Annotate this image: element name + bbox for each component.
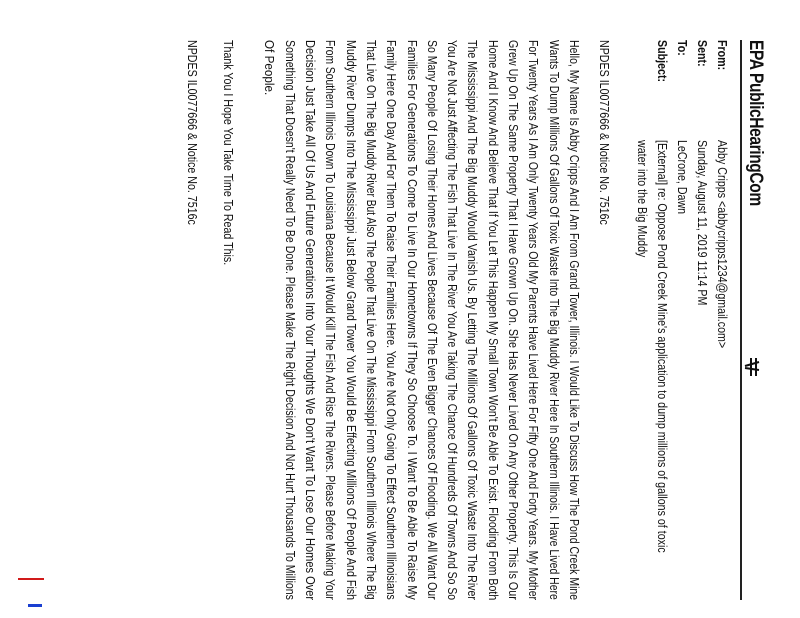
- email-body-line: Grew Up On The Same Property That I Have Grown Up On. She Has Never Lived On Any Other Property. This Is Our: [506, 40, 522, 600]
- email-body-line: Families For Generations To Come To Live In Our Hometowns If They So Choose To. I Want To Be Able To Raise My: [404, 40, 420, 600]
- red-pen-mark: [18, 578, 44, 580]
- to-value: LeCrone, Dawn: [675, 140, 690, 215]
- email-body-line: So Many People Of Losing Their Homes And Lives Because Of The Even Bigger Chances Of Flooding. We All Want Our: [424, 40, 440, 600]
- email-body-line: Home And I Know And Believe That If You Let This Happen My Small Town Won't Be Able To Exist. Flooding From Both: [485, 40, 501, 601]
- email-body-line: The Mississippi And The Big Muddy Would Vanish Us. By Letting The Millions Of Gallons Of Toxic Waste Into The River: [465, 40, 481, 600]
- title-divider: [740, 40, 742, 600]
- email-body-line: Muddy River Dumps Into The Mississippi Just Below Grand Tower You Would Be Effecting Millions Of People And Fish: [343, 40, 359, 601]
- email-body-line: Family Here One Day And For Them To Raise Their Families Here. You Are Not Only Going To Effect Southern Illinoisians: [384, 40, 400, 600]
- to-label: To:: [675, 40, 690, 56]
- email-body-line: Something That Doesn't Really Need To Be Done. Please Make The Right Decision And Not Hurt Thousands To Millions: [282, 40, 298, 600]
- blue-pen-mark: [28, 604, 42, 607]
- email-body-line: Of People.: [262, 40, 278, 96]
- closing-line: Thank You I Hope You Take Time To Read This.: [221, 40, 236, 266]
- email-body-line: Hello, My Name Is Abby Cripps And I Am From Grand Tower, Illinois. I Would Like To Discuss How The Pond Creek Mine: [567, 40, 582, 601]
- sent-value: Sunday, August 11, 2019 11:14 PM: [695, 140, 710, 306]
- email-body-line: Decision Just Take All Of Us And Future Generations Into Your Thoughts We Don't Want To Lose Our Homes Over: [303, 40, 319, 601]
- subject-label: Subject:: [655, 40, 670, 83]
- from-value: Abby Cripps <abbycripps1234@gmail.com>: [715, 140, 730, 349]
- email-body-line: You Are Not Just Affecting The Fish That Live In The River You Are Taking The Chance Of Hundreds Of Towns And So So: [445, 40, 461, 601]
- email-body-line: That Live On The Big Muddy River But Also The People That Live On The Mississippi From Southern Illinois Where The Big: [364, 40, 379, 600]
- sent-label: Sent:: [695, 40, 710, 67]
- from-label: From:: [715, 40, 730, 71]
- permit-reference: NPDES IL0077666 & Notice No. 7516c: [597, 40, 612, 225]
- subject-value-line-2: water into the Big Muddy: [635, 140, 650, 258]
- email-body-line: Wants To Dump Millions Of Gallons Of Toxic Waste Into The Big Muddy River Here In Southern Illinois. I Have Lived Here: [546, 40, 562, 600]
- email-body-line: From Southern Illinois Down To Louisiana Because It Would Kill The Fish And Rise The Rivers. Please Before Making Your: [323, 40, 339, 600]
- footer-permit-reference: NPDES IL0077666 & Notice No. 7516c: [185, 40, 200, 225]
- subject-value-line-1: [External] re: Oppose Pond Creek Mine's application to dump millions of gallons of toxic: [655, 140, 670, 553]
- scan-artifact-icon: [744, 356, 760, 378]
- document-title: EPA PublicHearingCom: [745, 40, 766, 206]
- email-body-line: For Twenty Years As I Am Only Twenty Years Old My Parents Have Lived Here For Fifty One And Forty Years. My Mother: [526, 40, 542, 601]
